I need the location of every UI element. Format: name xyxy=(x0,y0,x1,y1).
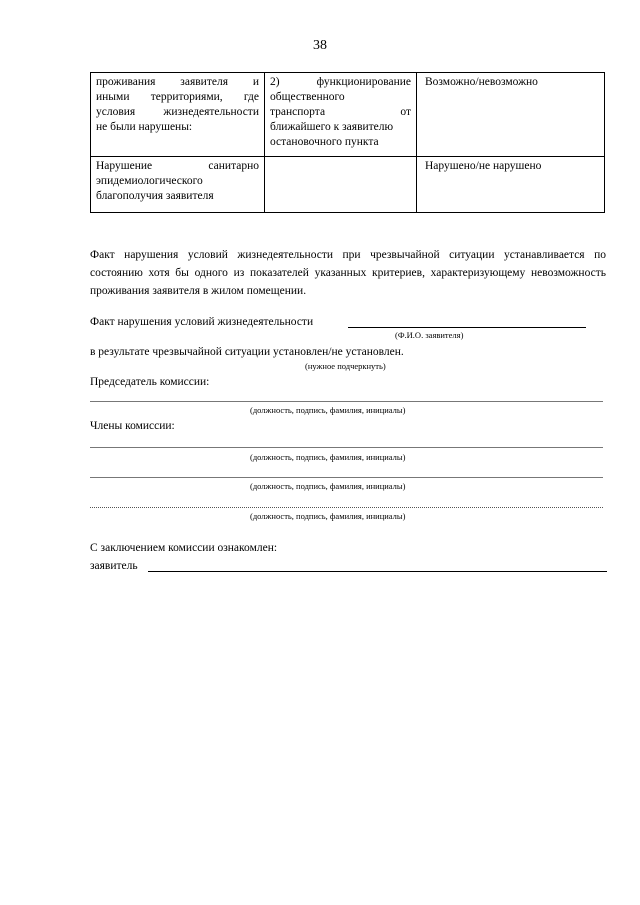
table-cell-value: Возможно/невозможно xyxy=(417,73,605,157)
table-row xyxy=(91,157,605,213)
criteria-paragraph: Факт нарушения условий жизнедеятельности при чрезвычайной ситуации устанавливается по состоянию хотя бы одного из показателей указанных критериев, характеризующему невозможность проживания заявителя в жилом помещении. xyxy=(90,249,606,297)
cell-text-line: Нарушение санитарно xyxy=(96,160,259,172)
members-label: Члены комиссии: xyxy=(90,420,175,432)
applicant-label: заявитель xyxy=(90,560,138,572)
underline-caption: (нужное подчеркнуть) xyxy=(305,361,386,371)
member-signature-line xyxy=(90,477,603,478)
table-cell-indicator xyxy=(265,157,417,213)
applicant-signature-line xyxy=(148,571,607,572)
cell-text-line: благополучия заявителя xyxy=(96,190,214,202)
cell-text-line: ближайшего к заявителю xyxy=(270,121,394,133)
member-signature-line xyxy=(90,507,603,508)
cell-text-line: не были нарушены: xyxy=(96,121,193,133)
table-cell-criterion xyxy=(91,157,265,213)
table-cell-indicator xyxy=(265,73,417,157)
chairman-label: Председатель комиссии: xyxy=(90,376,210,388)
acquainted-label: С заключением комиссии ознакомлен: xyxy=(90,542,278,554)
chairman-signature-line xyxy=(90,401,603,402)
signature-caption: (должность, подпись, фамилия, инициалы) xyxy=(250,481,406,491)
signature-caption: (должность, подпись, фамилия, инициалы) xyxy=(250,452,406,462)
cell-text-line: проживания заявителя и xyxy=(96,76,259,88)
signature-caption: (должность, подпись, фамилия, инициалы) xyxy=(250,405,406,415)
criteria-table xyxy=(90,72,605,213)
table-cell-value: Нарушено/не нарушено xyxy=(417,157,605,213)
fio-caption: (Ф.И.О. заявителя) xyxy=(395,330,464,340)
result-text: в результате чрезвычайной ситуации установлен/не установлен. xyxy=(90,346,404,358)
cell-text-line: остановочного пункта xyxy=(270,136,379,148)
cell-text-line: 2) функционирование xyxy=(270,76,411,88)
cell-text-line: общественного xyxy=(270,91,345,103)
fact-label: Факт нарушения условий жизнедеятельности xyxy=(90,316,314,328)
cell-text-line: иными территориями, где xyxy=(96,91,259,103)
member-signature-line xyxy=(90,447,603,448)
cell-text-line: условия жизнедеятельности xyxy=(96,106,259,118)
table-cell-criterion xyxy=(91,73,265,157)
cell-text-line: эпидемиологического xyxy=(96,175,203,187)
table-row xyxy=(91,73,605,157)
fio-line xyxy=(348,327,586,328)
signature-caption: (должность, подпись, фамилия, инициалы) xyxy=(250,511,406,521)
cell-text-line: транспорта от xyxy=(270,106,411,118)
page-number: 38 xyxy=(313,38,327,53)
